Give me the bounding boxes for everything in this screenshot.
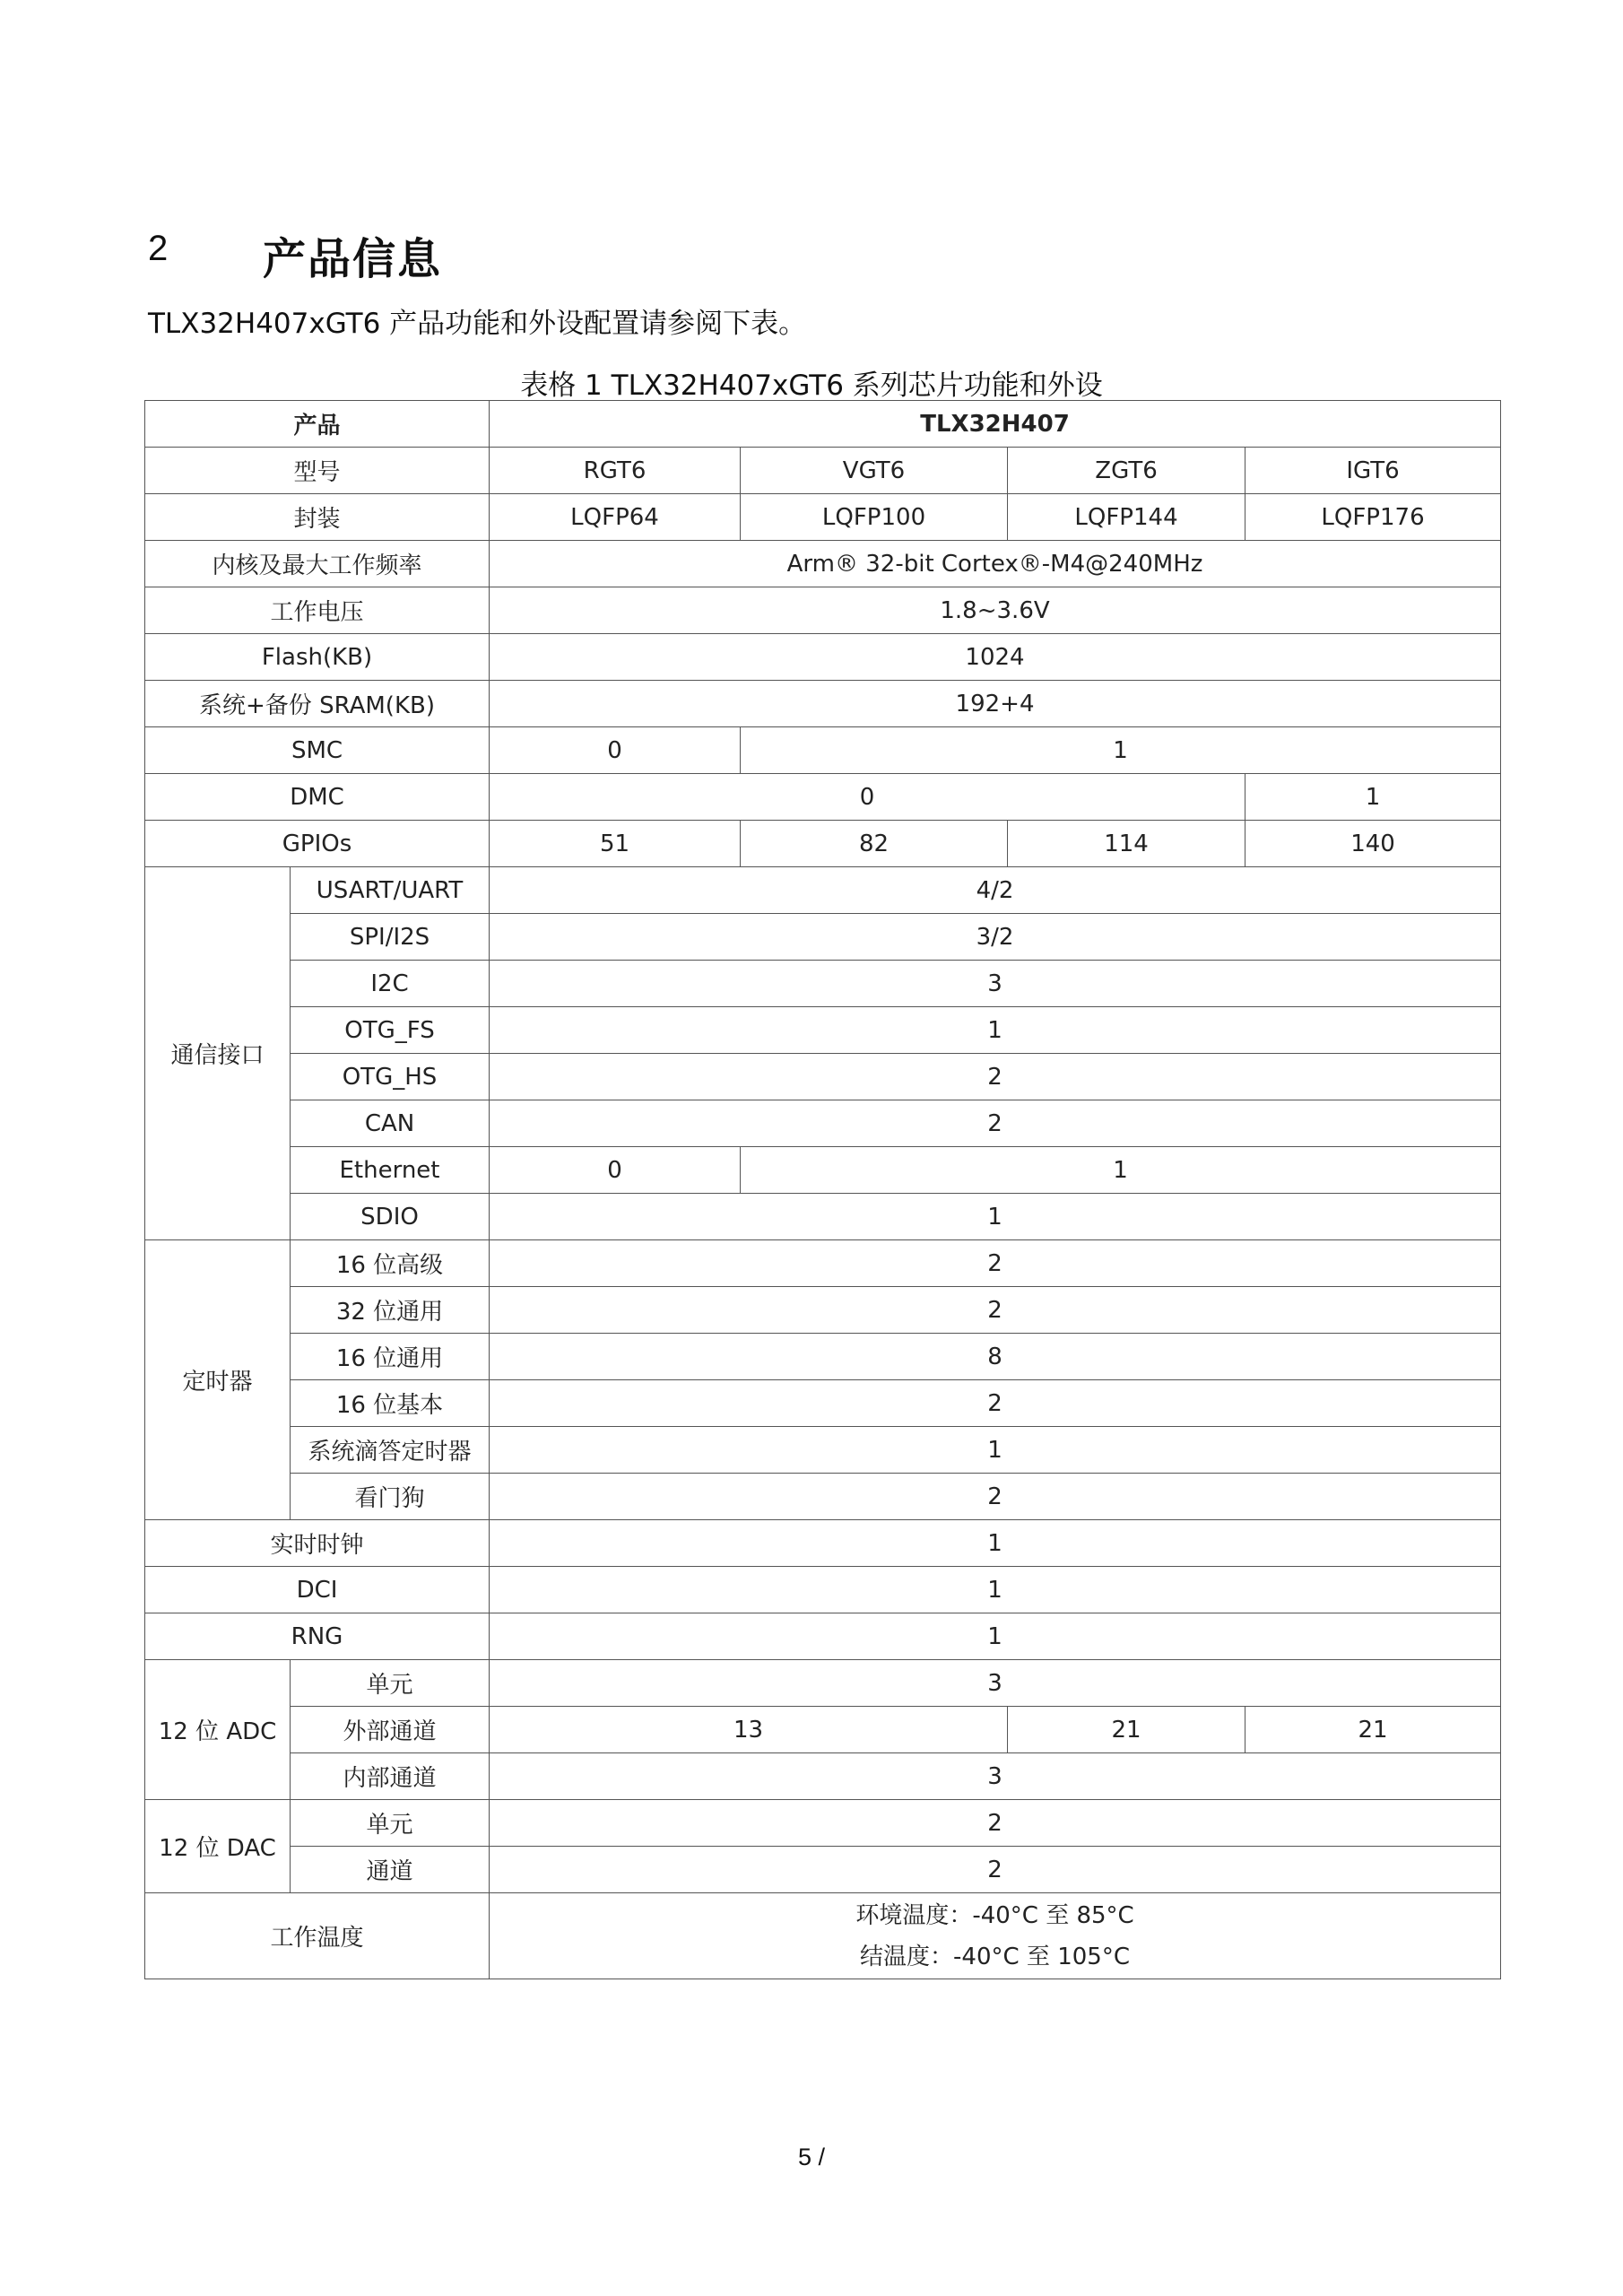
row-label: 外部通道 xyxy=(291,1707,490,1753)
page-number: 5 / xyxy=(797,2144,826,2170)
table-row xyxy=(145,774,1501,821)
table-row xyxy=(145,634,1501,681)
header-family-cell: TLX32H407 xyxy=(490,401,1501,448)
table-cell: LQFP176 xyxy=(1245,494,1501,541)
table-cell: 1 xyxy=(490,1520,1501,1567)
table-row xyxy=(145,1893,1501,1979)
table-cell: 3 xyxy=(490,961,1501,1007)
table-row xyxy=(145,821,1501,867)
table-row xyxy=(145,1800,1501,1847)
table-row xyxy=(145,1707,1501,1753)
table-caption: 表格 1 TLX32H407xGT6 系列芯片功能和外设 xyxy=(520,370,1103,402)
row-label: 型号 xyxy=(145,448,490,494)
group-label: 通信接口 xyxy=(145,867,291,1240)
section-title: 产品信息 xyxy=(263,234,443,284)
row-label: 单元 xyxy=(291,1660,490,1707)
row-label: 32 位通用 xyxy=(291,1287,490,1334)
table-row xyxy=(145,448,1501,494)
table-cell: 13 xyxy=(490,1707,1008,1753)
table-cell: 2 xyxy=(490,1240,1501,1287)
row-label: 系统滴答定时器 xyxy=(291,1427,490,1474)
table-row xyxy=(145,1520,1501,1567)
row-label: 实时时钟 xyxy=(145,1520,490,1567)
table-row xyxy=(145,1567,1501,1613)
table-row xyxy=(145,1753,1501,1800)
row-label: 通道 xyxy=(291,1847,490,1893)
group-label: 定时器 xyxy=(145,1240,291,1520)
table-row xyxy=(145,1054,1501,1100)
table-cell: Arm® 32-bit Cortex®-M4@240MHz xyxy=(490,541,1501,587)
table-cell: IGT6 xyxy=(1245,448,1501,494)
table-row xyxy=(145,541,1501,587)
table-row xyxy=(145,914,1501,961)
table-row xyxy=(145,494,1501,541)
table-cell: 8 xyxy=(490,1334,1501,1380)
row-label: 16 位通用 xyxy=(291,1334,490,1380)
table-cell: 1 xyxy=(490,1427,1501,1474)
table-cell: 2 xyxy=(490,1054,1501,1100)
table-row xyxy=(145,1613,1501,1660)
table-cell: 2 xyxy=(490,1380,1501,1427)
header-product-cell: 产品 xyxy=(145,401,490,448)
group-label: 12 位 DAC xyxy=(145,1800,291,1893)
row-label: 系统+备份 SRAM(KB) xyxy=(145,681,490,727)
table-row xyxy=(145,1240,1501,1287)
row-label: RNG xyxy=(145,1613,490,1660)
table-cell: LQFP64 xyxy=(490,494,741,541)
row-label: CAN xyxy=(291,1100,490,1147)
table-cell: LQFP100 xyxy=(741,494,1008,541)
table-row xyxy=(145,401,1501,448)
table-cell: 1 xyxy=(1245,774,1501,821)
row-label: SMC xyxy=(145,727,490,774)
table-cell: LQFP144 xyxy=(1008,494,1245,541)
table-cell: 2 xyxy=(490,1474,1501,1520)
row-label: SDIO xyxy=(291,1194,490,1240)
row-label: 16 位基本 xyxy=(291,1380,490,1427)
row-label: I2C xyxy=(291,961,490,1007)
row-label: 16 位高级 xyxy=(291,1240,490,1287)
row-label: 工作电压 xyxy=(145,587,490,634)
intro-paragraph: TLX32H407xGT6 产品功能和外设配置请参阅下表。 xyxy=(148,308,807,340)
row-label: OTG_FS xyxy=(291,1007,490,1054)
table-row xyxy=(145,1007,1501,1054)
row-label: DCI xyxy=(145,1567,490,1613)
table-row xyxy=(145,1847,1501,1893)
junction-temp-line: 结温度：-40°C 至 105°C xyxy=(860,1943,1130,1970)
table-row xyxy=(145,1100,1501,1147)
section-number: 2 xyxy=(148,229,169,268)
table-cell: 2 xyxy=(490,1287,1501,1334)
table-cell: 4/2 xyxy=(490,867,1501,914)
table-cell: 0 xyxy=(490,774,1245,821)
row-label: GPIOs xyxy=(145,821,490,867)
table-row xyxy=(145,727,1501,774)
table-cell: 140 xyxy=(1245,821,1501,867)
table-cell: 1024 xyxy=(490,634,1501,681)
table-cell: 2 xyxy=(490,1100,1501,1147)
table-cell: 1 xyxy=(490,1007,1501,1054)
row-label: Ethernet xyxy=(291,1147,490,1194)
row-label: 内核及最大工作频率 xyxy=(145,541,490,587)
table-row xyxy=(145,1194,1501,1240)
table-row xyxy=(145,1334,1501,1380)
table-row xyxy=(145,587,1501,634)
row-label: 工作温度 xyxy=(145,1893,490,1979)
row-label: 内部通道 xyxy=(291,1753,490,1800)
table-cell: 114 xyxy=(1008,821,1245,867)
row-label: 封装 xyxy=(145,494,490,541)
table-cell: 1 xyxy=(490,1613,1501,1660)
table-row xyxy=(145,1380,1501,1427)
table-row xyxy=(145,1474,1501,1520)
table-row xyxy=(145,1147,1501,1194)
row-label: DMC xyxy=(145,774,490,821)
table-cell: 1 xyxy=(490,1194,1501,1240)
row-label: 看门狗 xyxy=(291,1474,490,1520)
table-cell: 1.8~3.6V xyxy=(490,587,1501,634)
table-cell: 51 xyxy=(490,821,741,867)
table-cell: 0 xyxy=(490,727,741,774)
table-cell: 82 xyxy=(741,821,1008,867)
table-cell: 3 xyxy=(490,1660,1501,1707)
table-cell: 1 xyxy=(741,727,1501,774)
table-cell: ZGT6 xyxy=(1008,448,1245,494)
table-cell: RGT6 xyxy=(490,448,741,494)
group-label: 12 位 ADC xyxy=(145,1660,291,1800)
row-label: OTG_HS xyxy=(291,1054,490,1100)
spec-table xyxy=(144,400,1501,1979)
table-cell: 3 xyxy=(490,1753,1501,1800)
table-row xyxy=(145,1287,1501,1334)
table-cell: 21 xyxy=(1245,1707,1501,1753)
row-label: Flash(KB) xyxy=(145,634,490,681)
table-cell: 3/2 xyxy=(490,914,1501,961)
row-label: USART/UART xyxy=(291,867,490,914)
table-cell: 1 xyxy=(490,1567,1501,1613)
table-cell: 2 xyxy=(490,1800,1501,1847)
table-cell: 2 xyxy=(490,1847,1501,1893)
table-row xyxy=(145,867,1501,914)
ambient-temp-line: 环境温度：-40°C 至 85°C xyxy=(855,1901,1134,1929)
row-label: 单元 xyxy=(291,1800,490,1847)
table-cell: 192+4 xyxy=(490,681,1501,727)
table-row xyxy=(145,681,1501,727)
table-cell: 21 xyxy=(1008,1707,1245,1753)
temperature-cell xyxy=(490,1893,1501,1979)
table-row xyxy=(145,1427,1501,1474)
table-cell: 0 xyxy=(490,1147,741,1194)
table-cell: 1 xyxy=(741,1147,1501,1194)
table-row xyxy=(145,1660,1501,1707)
row-label: SPI/I2S xyxy=(291,914,490,961)
table-cell: VGT6 xyxy=(741,448,1008,494)
table-row xyxy=(145,961,1501,1007)
